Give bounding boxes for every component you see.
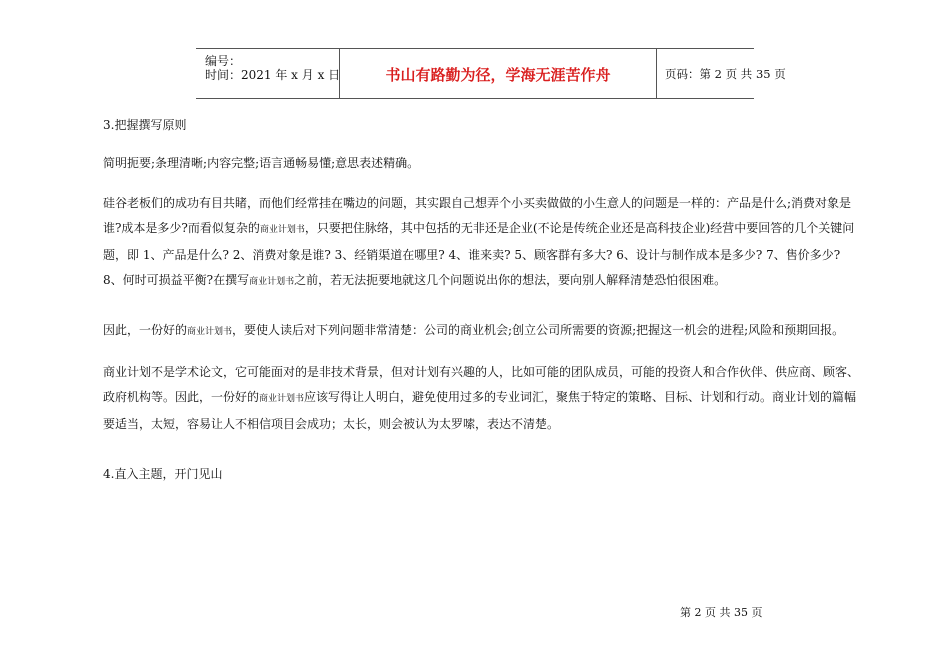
section-3-heading: 3.把握撰写原则	[103, 118, 187, 132]
header-meta-cell	[196, 49, 339, 98]
business-plan-term: 商业计划书	[249, 277, 295, 287]
paragraph-not-academic	[103, 360, 863, 437]
paragraph-text: ，要使人读后对下列问题非常清楚：公司的商业机会;创立公司所需要的资源;把握这一机会的进程;风险和预期回报。	[232, 323, 845, 337]
business-plan-term: 商业计划书	[259, 225, 305, 235]
paragraph-text: 之前，若无法扼要地就这几个问题说出你的想法，要向别人解释清楚恐怕很困难。	[294, 273, 727, 287]
page-footer: 第 2 页 共 35 页	[680, 606, 763, 619]
header-slogan-cell	[339, 49, 657, 98]
paragraph-good-plan	[103, 318, 863, 345]
document-number-label: 编号：	[205, 54, 242, 68]
header-page-cell	[656, 49, 786, 98]
paragraph-principles: 简明扼要;条理清晰;内容完整;语言通畅易懂;意思表述精确。	[103, 156, 420, 170]
header-slogan: 书山有路勤为径，学海无涯苦作舟	[385, 66, 611, 84]
document-time-label: 时间：2021 年 x 月 x 日	[205, 68, 341, 82]
paragraph-text: 硅谷老板们的成功有目共睹，而他们经常挂在嘴边的问题，其实跟自己想弄个小买卖做做的小生意人的问题是一样的：产品是什么;消费对象是谁?成本是多少?而看似复杂的	[103, 196, 852, 235]
business-plan-term: 商业计划书	[259, 394, 305, 404]
paragraph-text: 因此，一份好的	[103, 323, 188, 337]
page-header	[196, 48, 786, 99]
header-page-label: 页码：第 2 页 共 35 页	[665, 67, 786, 81]
paragraph-text: ，只要把住脉络，其中包括的无非还是企业(不论是传统企业还是高科技企业)经营中要回答的几个关键问题，即 1、产品是什么? 2、消费对象是谁? 3、经销渠道在哪里? 4、谁来卖? 5、顾客群有多大? 6、设计与制作成本是多少? 7、售价多少? 8、何时可损益平衡?在撰写	[103, 221, 855, 287]
paragraph-silicon-valley	[103, 191, 863, 295]
section-4-heading: 4.直入主题，开门见山	[103, 467, 223, 481]
paragraph-text: 应该写得让人明白，避免使用过多的专业词汇，聚焦于特定的策略、目标、计划和行动。商业计划的篇幅要适当，太短，容易让人不相信项目会成功；太长，则会被认为太罗嗦，表达不清楚。	[103, 390, 857, 431]
paragraph-text: 商业计划不是学术论文，它可能面对的是非技术背景，但对计划有兴趣的人，比如可能的团队成员，可能的投资人和合作伙伴、供应商、顾客、政府机构等。因此，一份好的	[103, 365, 860, 404]
business-plan-term: 商业计划书	[187, 327, 233, 337]
